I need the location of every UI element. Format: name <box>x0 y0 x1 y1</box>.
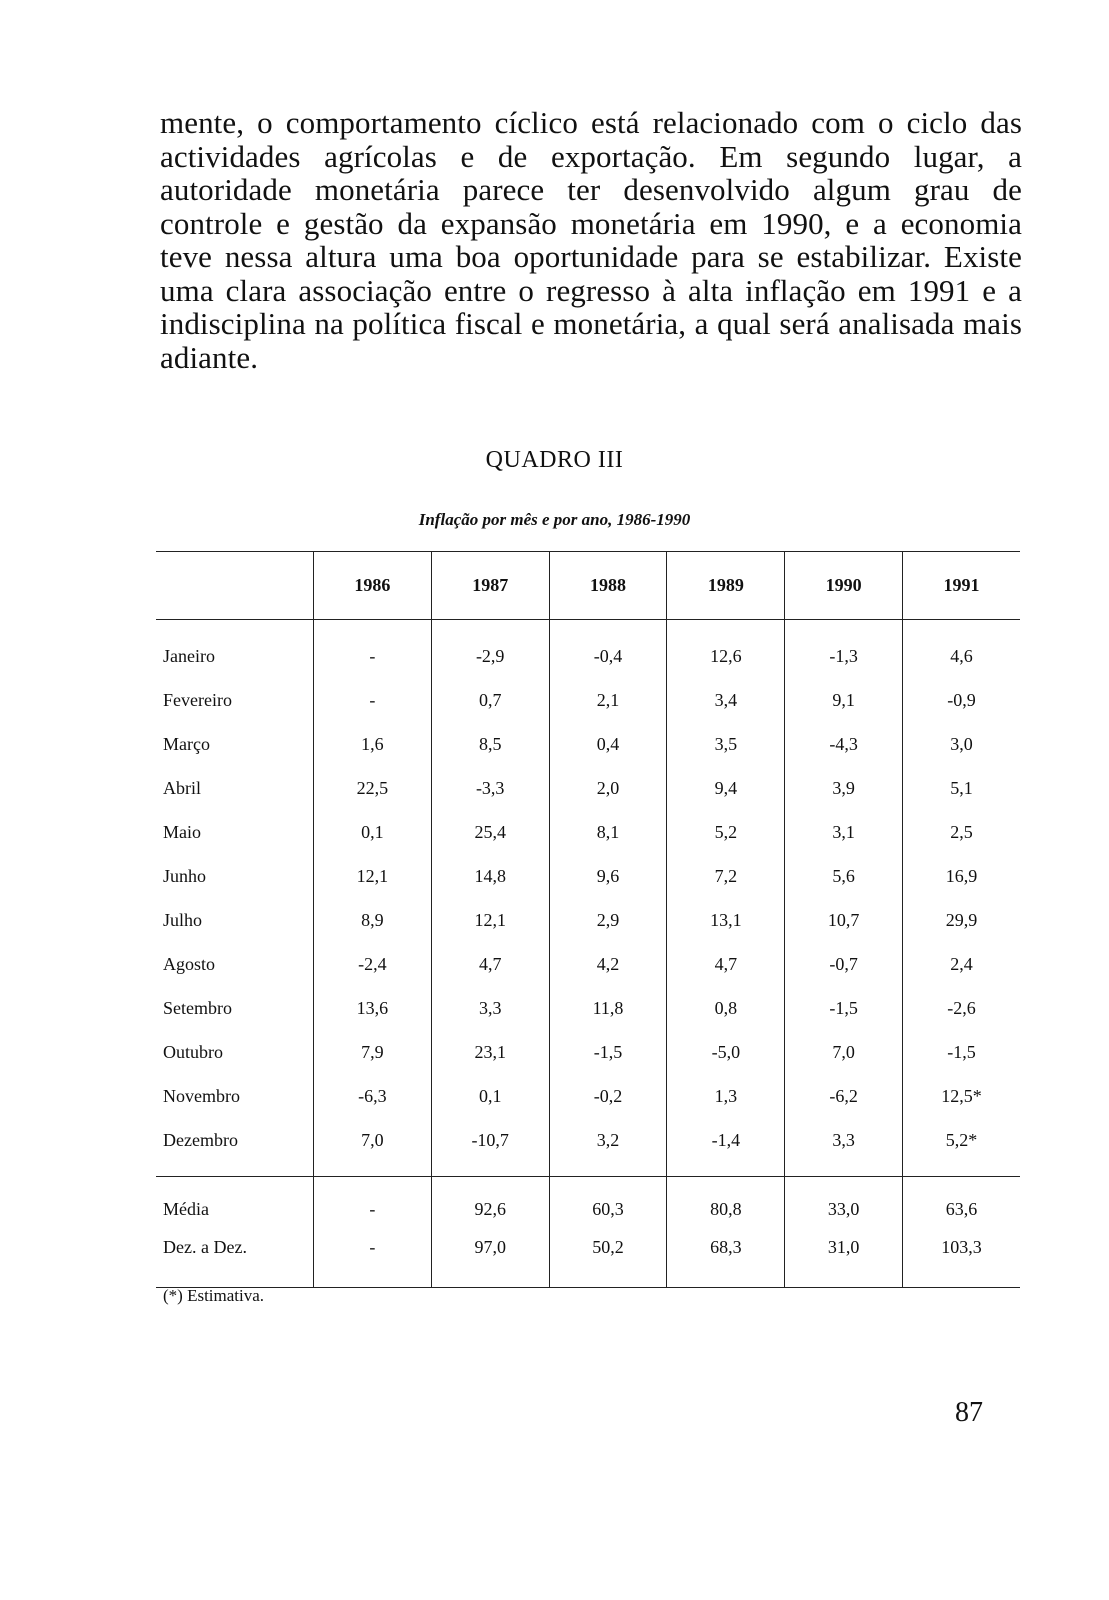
spacer-cell <box>156 1177 313 1188</box>
row-label: Maio <box>163 821 201 842</box>
table-row <box>156 1074 1020 1118</box>
table-cell: -1,5 <box>903 1030 1020 1074</box>
table-cell: 0,1 <box>313 810 431 854</box>
row-label: Média <box>163 1198 209 1219</box>
table-cell: 4,2 <box>549 942 667 986</box>
table-cell: 103,3 <box>903 1231 1020 1288</box>
table-row <box>156 634 1020 678</box>
table-cell: 11,8 <box>549 986 667 1030</box>
table-cell: -2,9 <box>431 634 549 678</box>
table-row <box>156 854 1020 898</box>
row-label: Outubro <box>163 1041 223 1062</box>
table-cell: 1,3 <box>667 1074 785 1118</box>
table-cell: 3,3 <box>431 986 549 1030</box>
table-cell: 4,6 <box>903 634 1020 678</box>
table-cell: -1,5 <box>549 1030 667 1074</box>
table-cell: 8,1 <box>549 810 667 854</box>
table-cell: 5,1 <box>903 766 1020 810</box>
table-cell: 60,3 <box>549 1187 667 1231</box>
table-cell: 33,0 <box>785 1187 903 1231</box>
table-footnote: (*) Estimativa. <box>163 1286 265 1305</box>
table-cell: -2,4 <box>313 942 431 986</box>
table-cell: 5,6 <box>785 854 903 898</box>
table-cell: 2,5 <box>903 810 1020 854</box>
summary-row <box>156 1231 1020 1288</box>
table-cell: 3,1 <box>785 810 903 854</box>
page-number: 87 <box>955 1397 983 1428</box>
table-cell: 16,9 <box>903 854 1020 898</box>
table-cell: 0,1 <box>431 1074 549 1118</box>
table-cell: 1,6 <box>313 722 431 766</box>
table-cell: 8,9 <box>313 898 431 942</box>
table-cell: -1,3 <box>785 634 903 678</box>
table-cell: 13,6 <box>313 986 431 1030</box>
table-cell: -1,5 <box>785 986 903 1030</box>
table-cell: 22,5 <box>313 766 431 810</box>
table-number: QUADRO III <box>485 447 624 473</box>
row-label: Janeiro <box>163 645 215 666</box>
spacer-cell <box>903 1162 1020 1177</box>
header-year: 1990 <box>785 552 903 620</box>
row-label: Setembro <box>163 997 232 1018</box>
spacer-cell <box>431 1162 549 1177</box>
table-cell: 80,8 <box>667 1187 785 1231</box>
row-label: Dezembro <box>163 1129 238 1150</box>
row-label: Novembro <box>163 1085 240 1106</box>
body-paragraph: mente, o comportamento cíclico está relacionado com o ciclo das actividades agrícolas e de exportação. Em segundo lugar, a autoridade monetária parece ter desenvolvido algum grau de controle e gestão da expansão monetária em 1990, e a economia teve nessa altura uma boa oportunidade para se estabilizar. Existe uma clara associação entre o regresso à alta inflação em 1991 e a indisciplina na política fiscal e monetária, a qual será analisada mais adiante. <box>160 105 1022 375</box>
table-cell: -5,0 <box>667 1030 785 1074</box>
header-year: 1988 <box>549 552 667 620</box>
table-cell: 4,7 <box>431 942 549 986</box>
table-cell: - <box>313 1187 431 1231</box>
spacer-cell <box>549 1177 667 1188</box>
table-row <box>156 722 1020 766</box>
spacer-cell <box>785 620 903 635</box>
spacer-cell <box>313 1162 431 1177</box>
table-cell: 23,1 <box>431 1030 549 1074</box>
table-cell: 2,9 <box>549 898 667 942</box>
row-label: Dez. a Dez. <box>156 1231 313 1288</box>
row-label: Fevereiro <box>163 689 232 710</box>
table-cell: 3,2 <box>549 1118 667 1162</box>
table-row <box>156 942 1020 986</box>
table-cell: 0,8 <box>667 986 785 1030</box>
row-label: Julho <box>163 909 203 930</box>
table-cell: -0,9 <box>903 678 1020 722</box>
header-year: 1989 <box>667 552 785 620</box>
table-cell: -3,3 <box>431 766 549 810</box>
spacer-cell <box>667 1162 785 1177</box>
spacer-cell <box>313 620 431 635</box>
row-label: Abril <box>163 777 201 798</box>
table-spacer-row <box>156 1177 1020 1188</box>
spacer-cell <box>431 1177 549 1188</box>
table-cell: -6,2 <box>785 1074 903 1118</box>
table-cell: 92,6 <box>431 1187 549 1231</box>
table-cell: 9,6 <box>549 854 667 898</box>
header-corner-cell <box>156 552 313 620</box>
header-year: 1986 <box>313 552 431 620</box>
table-cell: 97,0 <box>431 1231 549 1288</box>
table-cell: 3,0 <box>903 722 1020 766</box>
table-row <box>156 1118 1020 1162</box>
spacer-cell <box>549 1162 667 1177</box>
table-cell: 12,5* <box>903 1074 1020 1118</box>
table-row <box>156 810 1020 854</box>
table-cell: 2,0 <box>549 766 667 810</box>
table-cell: 50,2 <box>549 1231 667 1288</box>
table-caption: Inflação por mês e por ano, 1986-1990 <box>418 510 691 529</box>
spacer-cell <box>667 1177 785 1188</box>
table-cell: 10,7 <box>785 898 903 942</box>
table-cell: 13,1 <box>667 898 785 942</box>
spacer-cell <box>156 620 313 635</box>
spacer-cell <box>431 620 549 635</box>
table-cell: 0,7 <box>431 678 549 722</box>
header-year: 1987 <box>431 552 549 620</box>
table-cell: 29,9 <box>903 898 1020 942</box>
table-cell: 9,4 <box>667 766 785 810</box>
row-label: Junho <box>163 865 207 886</box>
table-cell: -0,7 <box>785 942 903 986</box>
table-cell: 7,0 <box>785 1030 903 1074</box>
table-cell: 63,6 <box>903 1187 1020 1231</box>
spacer-cell <box>156 1162 313 1177</box>
table-row <box>156 766 1020 810</box>
table-cell: - <box>313 678 431 722</box>
spacer-cell <box>903 620 1020 635</box>
table-cell: 12,6 <box>667 634 785 678</box>
table-cell: 0,4 <box>549 722 667 766</box>
table-header-row <box>156 552 1020 620</box>
table-row <box>156 898 1020 942</box>
table-cell: -10,7 <box>431 1118 549 1162</box>
table-cell: -0,2 <box>549 1074 667 1118</box>
table-spacer-row <box>156 1162 1020 1177</box>
table-cell: 12,1 <box>431 898 549 942</box>
table-cell: 68,3 <box>667 1231 785 1288</box>
table-cell: 3,4 <box>667 678 785 722</box>
table-cell: 3,5 <box>667 722 785 766</box>
spacer-cell <box>785 1177 903 1188</box>
table-cell: -6,3 <box>313 1074 431 1118</box>
spacer-cell <box>785 1162 903 1177</box>
table-cell: 2,4 <box>903 942 1020 986</box>
table-cell: - <box>313 634 431 678</box>
spacer-cell <box>313 1177 431 1188</box>
table-cell: -1,4 <box>667 1118 785 1162</box>
table-cell: 25,4 <box>431 810 549 854</box>
table-cell: -2,6 <box>903 986 1020 1030</box>
table-row <box>156 986 1020 1030</box>
inflation-table <box>156 551 1020 1288</box>
summary-row <box>156 1187 1020 1231</box>
table-cell: 31,0 <box>785 1231 903 1288</box>
header-year: 1991 <box>903 552 1020 620</box>
table-cell: 2,1 <box>549 678 667 722</box>
table-cell: 12,1 <box>313 854 431 898</box>
table-cell: 14,8 <box>431 854 549 898</box>
table-row <box>156 678 1020 722</box>
table-spacer-row <box>156 620 1020 635</box>
table-cell: 9,1 <box>785 678 903 722</box>
table-cell: 7,2 <box>667 854 785 898</box>
table-cell: 5,2 <box>667 810 785 854</box>
table-cell: -4,3 <box>785 722 903 766</box>
spacer-cell <box>667 620 785 635</box>
table-cell: 3,3 <box>785 1118 903 1162</box>
table-cell: 7,9 <box>313 1030 431 1074</box>
table-cell: -0,4 <box>549 634 667 678</box>
table-cell: - <box>313 1231 431 1288</box>
spacer-cell <box>903 1177 1020 1188</box>
table-cell: 5,2* <box>903 1118 1020 1162</box>
table-row <box>156 1030 1020 1074</box>
table-cell: 8,5 <box>431 722 549 766</box>
spacer-cell <box>549 620 667 635</box>
row-label: Março <box>163 733 210 754</box>
table-cell: 7,0 <box>313 1118 431 1162</box>
table-cell: 3,9 <box>785 766 903 810</box>
row-label: Agosto <box>163 953 216 974</box>
table-cell: 4,7 <box>667 942 785 986</box>
